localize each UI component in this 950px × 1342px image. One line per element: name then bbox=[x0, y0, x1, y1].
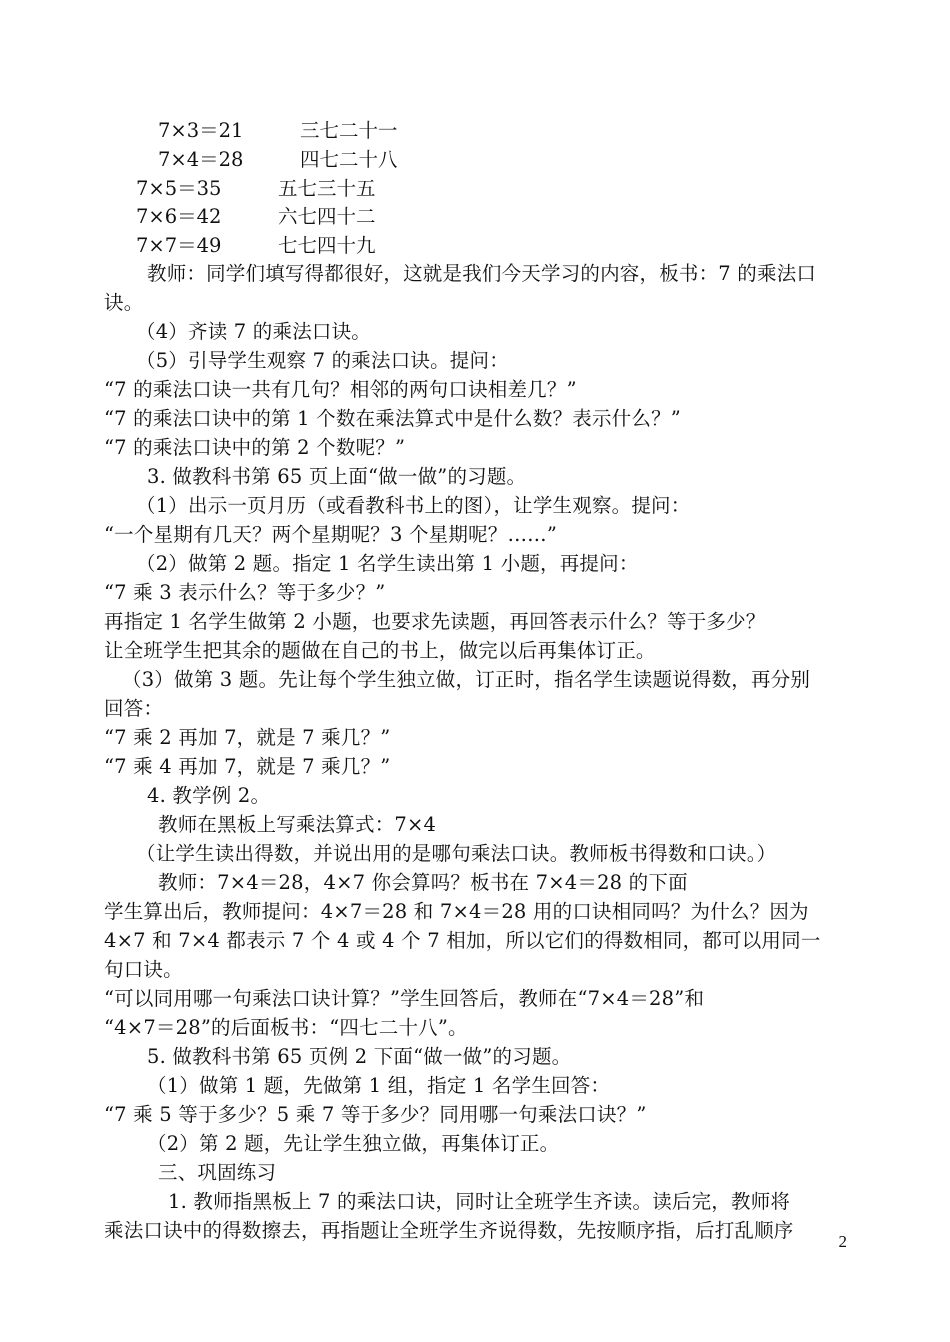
text-line: “7 的乘法口诀一共有几句？相邻的两句口诀相差几？” bbox=[104, 378, 577, 401]
text-line: 句口诀。 bbox=[104, 958, 183, 981]
text-line: “7 的乘法口诀中的第 2 个数呢？” bbox=[104, 436, 406, 459]
text-line: 教师：7×4＝28，4×7 你会算吗？板书在 7×4＝28 的下面 bbox=[158, 871, 688, 894]
text-line: 3. 做教科书第 65 页上面“做一做”的习题。 bbox=[147, 465, 527, 488]
table-rhyme: 六七四十二 bbox=[278, 205, 376, 228]
text-line: （2）第 2 题，先让学生独立做，再集体订正。 bbox=[147, 1132, 560, 1155]
text-line: “一个星期有几天？两个星期呢？3 个星期呢？……” bbox=[104, 523, 558, 546]
text-line: （5）引导学生观察 7 的乘法口诀。提问： bbox=[136, 349, 509, 372]
table-rhyme: 三七二十一 bbox=[300, 119, 398, 142]
text-line: 学生算出后，教师提问：4×7＝28 和 7×4＝28 用的口诀相同吗？为什么？因为 bbox=[104, 900, 809, 923]
table-equation: 7×5＝35 bbox=[136, 177, 222, 200]
text-line: “7 乘 3 表示什么？等于多少？” bbox=[104, 581, 386, 604]
text-line: （1）出示一页月历（或看教科书上的图），让学生观察。提问： bbox=[136, 494, 691, 517]
text-line: 乘法口诀中的得数擦去，再指题让全班学生齐说得数，先按顺序指，后打乱顺序 bbox=[104, 1219, 794, 1242]
section-heading: 三、巩固练习 bbox=[158, 1161, 277, 1184]
text-line: 让全班学生把其余的题做在自己的书上，做完以后再集体订正。 bbox=[104, 639, 656, 662]
text-line: 回答： bbox=[104, 697, 164, 720]
page-number: 2 bbox=[838, 1232, 847, 1251]
text-line: 再指定 1 名学生做第 2 小题，也要求先读题，再回答表示什么？等于多少？ bbox=[104, 610, 766, 633]
table-rhyme: 七七四十九 bbox=[278, 234, 376, 257]
text-line: 4. 教学例 2。 bbox=[147, 784, 271, 807]
text-line: “4×7＝28”的后面板书：“四七二十八”。 bbox=[104, 1016, 468, 1039]
table-rhyme: 四七二十八 bbox=[300, 148, 398, 171]
text-line: 5. 做教科书第 65 页例 2 下面“做一做”的习题。 bbox=[147, 1045, 572, 1068]
text-line: 1. 教师指黑板上 7 的乘法口诀，同时让全班学生齐读。读后完，教师将 bbox=[168, 1190, 791, 1213]
text-line: “7 乘 2 再加 7，就是 7 乘几？” bbox=[104, 726, 391, 749]
text-line: （2）做第 2 题。指定 1 名学生读出第 1 小题，再提问： bbox=[136, 552, 639, 575]
text-line: “7 的乘法口诀中的第 1 个数在乘法算式中是什么数？表示什么？” bbox=[104, 407, 681, 430]
text-line: “可以同用哪一句乘法口诀计算？”学生回答后，教师在“7×4＝28”和 bbox=[104, 987, 705, 1010]
text-line: “7 乘 5 等于多少？5 乘 7 等于多少？同用哪一句乘法口诀？” bbox=[104, 1103, 647, 1126]
text-line: （3）做第 3 题。先让每个学生独立做，订正时，指名学生读题说得数，再分别 bbox=[122, 668, 811, 691]
table-equation: 7×4＝28 bbox=[158, 148, 244, 171]
table-equation: 7×6＝42 bbox=[136, 205, 222, 228]
table-rhyme: 五七三十五 bbox=[278, 177, 376, 200]
table-equation: 7×7＝49 bbox=[136, 234, 222, 257]
text-line: 教师在黑板上写乘法算式：7×4 bbox=[158, 813, 437, 836]
text-line: （1）做第 1 题，先做第 1 组，指定 1 名学生回答： bbox=[147, 1074, 611, 1097]
text-line: 教师：同学们填写得都很好，这就是我们今天学习的内容，板书：7 的乘法口 bbox=[147, 262, 817, 285]
table-equation: 7×3＝21 bbox=[158, 119, 244, 142]
text-line: 诀。 bbox=[104, 291, 144, 314]
text-line: 4×7 和 7×4 都表示 7 个 4 或 4 个 7 相加，所以它们的得数相同，都可以用同一 bbox=[104, 929, 821, 952]
text-line: （让学生读出得数，并说出用的是哪句乘法口诀。教师板书得数和口诀。） bbox=[136, 842, 777, 865]
text-line: （4）齐读 7 的乘法口诀。 bbox=[136, 320, 372, 343]
text-line: “7 乘 4 再加 7，就是 7 乘几？” bbox=[104, 755, 391, 778]
